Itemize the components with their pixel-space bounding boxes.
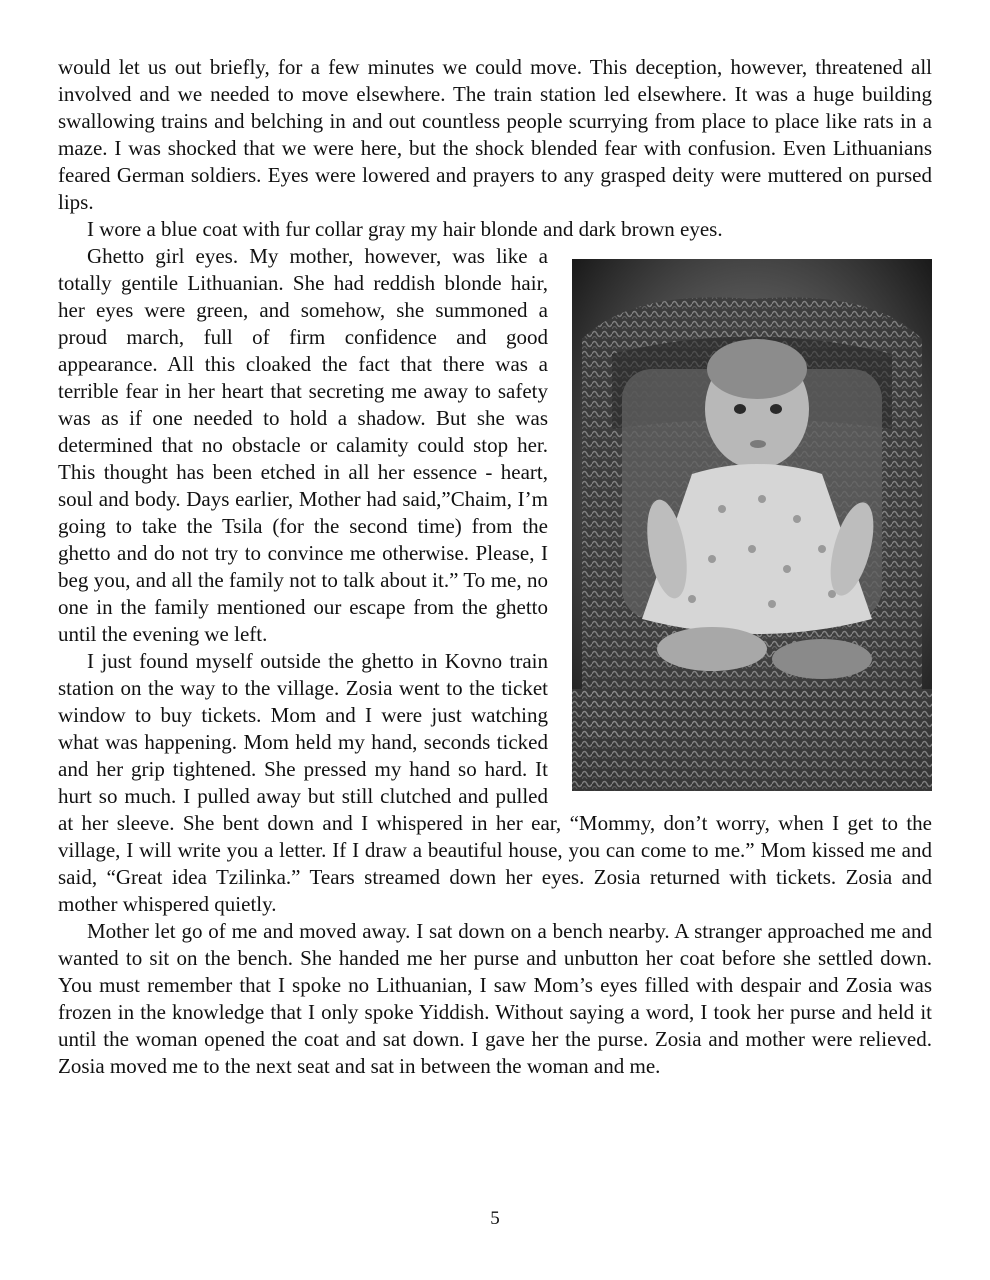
photo-baby-in-wicker-chair: [572, 259, 932, 791]
paragraph-3: Ghetto girl eyes. My mother, however, was like a totally gentile Lithuanian. She had reddish blonde hair, her eyes were green, and somehow, she summoned a proud march, full of firm confidence and good appearance. All this cloaked the fact that there was a terrible fear in her heart that secreting me away to safety was as if one needed to hold a shadow. But she was determined that no obstacle or calamity could stop her. This thought has been etched in all her essence - heart, soul and body. Days earlier, Mother had said,”Chaim, I’m going to take the Tsila (for the second time) from the ghetto and do not try to convince me otherwise. Please, I beg you, and all the family not to talk about it.” To me, no one in the family mentioned our escape from the ghetto until the evening we left.: [58, 244, 548, 646]
paragraph-5: Mother let go of me and moved away. I sat down on a bench nearby. A stranger approached me and wanted to sit on the bench. She handed me her purse and unbutton her coat before she settled down. You must remember that I spoke no Lithuanian, I saw Mom’s eyes filled with despair and Zosia was frozen in the knowledge that I only spoke Yiddish. Without saying a word, I took her purse and held it until the woman opened the coat and sat down. I gave her the purse. Zosia and mother were relieved. Zosia moved me to the next seat and sat in between the woman and me.: [58, 919, 932, 1078]
paragraph-1: would let us out briefly, for a few minutes we could move. This deception, however, threatened all involved and we needed to move elsewhere. The train station led elsewhere. It was a huge building swallowing trains and belching in and out countless people scurrying from place to place like rats in a maze. I was shocked that we were here, but the shock blended fear with confusion. Even Lithuanians feared German soldiers. Eyes were lowered and prayers to any grasped deity were muttered on pursed lips.: [58, 55, 932, 214]
paragraph-4: I just found myself outside the ghetto in Kovno train station on the way to the village. Zosia went to the ticket window to buy tickets. Mom and I were just watching what was happening. Mom held my hand, seconds ticked and her grip tightened. She pressed my hand so hard. It hurt so much. I pulled away but still clutched and pulled at her sleeve. She bent down and I whispered in her ear, “Mommy, don’t worry, when I get to the village, I will write you a letter. If I draw a beautiful house, you can come to me.” Mom kissed me and said, “Great idea Tzilinka.” Tears streamed down her eyes. Zosia returned with tickets. Zosia and mother whispered quietly.: [58, 649, 932, 916]
page-body: [58, 54, 932, 1080]
page-number: 5: [490, 1208, 500, 1229]
paragraph-2: I wore a blue coat with fur collar gray my hair blonde and dark brown eyes.: [87, 217, 723, 241]
